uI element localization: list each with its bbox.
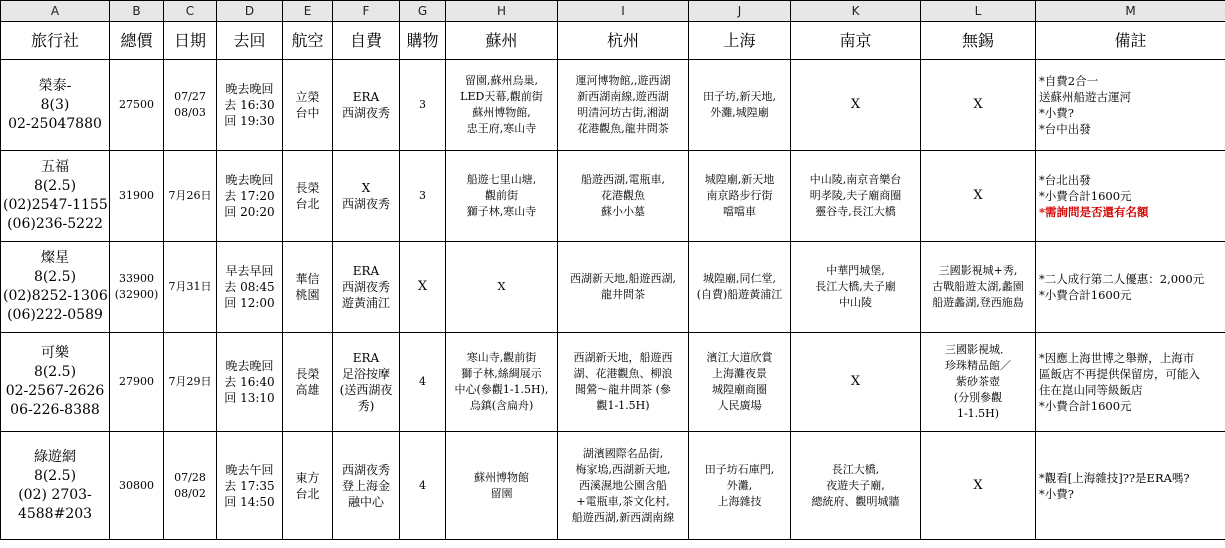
- table-row: [1, 242, 1225, 333]
- wuxi-line: 古戰船遊太湖,蠡園: [932, 280, 1024, 293]
- optional-cell[interactable]: [333, 242, 400, 333]
- header-cell[interactable]: 日期: [164, 22, 217, 60]
- hangzhou-line: 西湖新天地,船遊西湖,: [570, 272, 676, 285]
- agency-line: (02) 2703-: [18, 486, 92, 503]
- shanghai-line: 城隍廟商圈: [712, 383, 767, 396]
- agency-line: 8(3): [40, 96, 70, 113]
- airline-line: 立榮: [295, 90, 320, 104]
- shanghai-cell[interactable]: [689, 333, 791, 432]
- suzhou-cell[interactable]: [446, 333, 558, 432]
- price-line: (32900): [114, 288, 159, 301]
- nanjing-cell[interactable]: [791, 333, 921, 432]
- flight-line: 去 17:20: [224, 189, 275, 203]
- hangzhou-line: +電瓶車,茶文化村,: [576, 494, 670, 508]
- notes-line: *小費合計1600元: [1039, 189, 1132, 203]
- shanghai-line: 城隍廟,同仁堂,: [703, 272, 776, 285]
- notes-cell[interactable]: [1036, 60, 1225, 151]
- shanghai-line: 上海灘夜景: [712, 367, 767, 380]
- hangzhou-line: 梅家塢,西湖新天地,: [575, 462, 671, 476]
- flight-line: 晚去晚回: [225, 173, 274, 187]
- notes-line: 住在崑山同等級飯店: [1039, 383, 1143, 397]
- hangzhou-line: 西溪濕地公園含船: [579, 478, 667, 492]
- suzhou-cell[interactable]: [446, 432, 558, 540]
- flight-line: 回 20:20: [224, 205, 275, 219]
- price-line: 33900: [119, 272, 154, 285]
- airline-cell[interactable]: [283, 151, 333, 242]
- header-cell[interactable]: 總價: [110, 22, 164, 60]
- shopping-cell[interactable]: 3: [400, 60, 446, 151]
- flight-line: 晚去午回: [225, 462, 274, 477]
- notes-cell[interactable]: [1036, 333, 1225, 432]
- flight-line: 晚去晚回: [225, 359, 274, 373]
- suzhou-line: 觀前街: [485, 189, 518, 202]
- column-letter-j[interactable]: J: [689, 1, 791, 22]
- nanjing-line: 夜遊夫子廟,: [826, 478, 885, 492]
- header-cell[interactable]: 蘇州: [446, 22, 558, 60]
- notes-line: 送蘇州船遊古運河: [1039, 90, 1131, 104]
- hangzhou-line: 船遊西湖,新西湖南線: [571, 510, 675, 524]
- column-header-row: [1, 1, 1225, 22]
- shanghai-cell[interactable]: [689, 60, 791, 151]
- date-line: 7月31日: [168, 280, 212, 293]
- wuxi-line: 三國影視城+秀,: [938, 264, 1018, 277]
- price-line: 27900: [119, 375, 154, 388]
- notes-line: 區飯店不再提供保留房，可能入: [1039, 367, 1200, 381]
- agency-line: 綠遊網: [34, 448, 76, 465]
- notes-line: *小費合計1600元: [1039, 288, 1132, 302]
- nanjing-line: 長江大橋,: [831, 462, 880, 476]
- optional-line: 遊黃浦江: [341, 296, 390, 310]
- wuxi-line: (分別參觀: [953, 391, 1003, 404]
- hangzhou-cell[interactable]: [558, 242, 689, 333]
- agency-line: (02)8252-1306: [3, 288, 108, 304]
- suzhou-line: LED天幕,觀前街: [460, 90, 543, 103]
- hangzhou-cell[interactable]: [558, 60, 689, 151]
- notes-line: *台北出發: [1039, 173, 1091, 187]
- nanjing-line: 中山陵: [839, 296, 872, 309]
- agency-cell[interactable]: [1, 60, 110, 151]
- agency-line: 8(2.5): [33, 269, 77, 285]
- hangzhou-line: 新西湖南線,遊西湖: [577, 90, 669, 103]
- nanjing-cell[interactable]: [791, 60, 921, 151]
- agency-line: 4588#203: [17, 505, 93, 522]
- agency-line: (06)236-5222: [7, 216, 103, 232]
- column-letter-g[interactable]: G: [400, 1, 446, 22]
- agency-cell[interactable]: [1, 151, 110, 242]
- flight-line: 回 19:30: [224, 114, 275, 128]
- flight-cell[interactable]: [217, 333, 283, 432]
- agency-line: 五福: [41, 159, 69, 175]
- optional-cell[interactable]: [333, 60, 400, 151]
- date-line: 08/02: [174, 486, 206, 500]
- column-letter-f[interactable]: F: [333, 1, 400, 22]
- flight-line: 早去早回: [225, 264, 274, 278]
- date-line: 08/03: [174, 106, 206, 119]
- hangzhou-line: 聞鶯～龍井問茶 (參: [575, 383, 671, 396]
- notes-line: *自費2合一: [1039, 74, 1099, 88]
- header-cell[interactable]: 杭州: [558, 22, 689, 60]
- shanghai-line: (自費)船遊黃浦江: [696, 288, 783, 301]
- date-line: 07/28: [174, 470, 206, 484]
- agency-cell[interactable]: [1, 432, 110, 540]
- shanghai-line: 城隍廟,新天地: [704, 173, 775, 186]
- header-cell[interactable]: 去回: [217, 22, 283, 60]
- column-letter-h[interactable]: H: [446, 1, 558, 22]
- optional-line: 足浴按摩: [341, 367, 390, 381]
- wuxi-line: 1-1.5H): [956, 407, 1000, 420]
- column-letter-l[interactable]: L: [921, 1, 1036, 22]
- notes-cell[interactable]: [1036, 151, 1225, 242]
- hangzhou-line: 西湖新天地，船遊西: [573, 351, 673, 364]
- hangzhou-cell[interactable]: [558, 151, 689, 242]
- notes-line: *因應上海世博之舉辦，上海市: [1039, 351, 1195, 365]
- nanjing-line: 中山陵,南京音樂台: [809, 173, 902, 186]
- table-row: [1, 151, 1225, 242]
- optional-line: 登上海金: [341, 478, 390, 493]
- airline-line: 華信: [295, 272, 320, 286]
- agency-line: 燦星: [41, 250, 69, 266]
- shopping-cell[interactable]: 4: [400, 333, 446, 432]
- flight-line: 去 17:35: [224, 478, 275, 493]
- suzhou-line: 獅子林,寒山寺: [466, 205, 537, 218]
- nanjing-line: 長江大橋,夫子廟: [815, 280, 896, 293]
- suzhou-line: X: [497, 280, 506, 293]
- nanjing-line: X: [850, 97, 861, 112]
- price-line: 31900: [119, 189, 154, 202]
- optional-line: ERA: [352, 351, 380, 365]
- airline-line: 長榮: [295, 367, 320, 381]
- wuxi-line: X: [973, 188, 983, 203]
- header-cell[interactable]: 無錫: [921, 22, 1036, 60]
- header-row: [1, 22, 1225, 60]
- nanjing-cell[interactable]: [791, 151, 921, 242]
- optional-cell[interactable]: [333, 432, 400, 540]
- flight-cell[interactable]: [217, 60, 283, 151]
- airline-line: 台北: [295, 486, 320, 501]
- hangzhou-line: 觀1-1.5H): [596, 399, 650, 412]
- suzhou-cell[interactable]: [446, 151, 558, 242]
- optional-cell[interactable]: [333, 333, 400, 432]
- suzhou-line: 中心(參觀1-1.5H),: [454, 383, 549, 396]
- flight-line: 回 14:50: [224, 494, 275, 509]
- hangzhou-line: 龍井問茶: [601, 288, 645, 301]
- shanghai-line: 田子坊,新天地,: [703, 90, 776, 103]
- suzhou-line: 獅子林,絲綢展示: [461, 367, 542, 380]
- column-letter-c[interactable]: C: [164, 1, 217, 22]
- notes-line: *觀看[上海雜技]??是ERA嗎?: [1039, 470, 1190, 485]
- suzhou-line: 烏鎮(含扁舟): [469, 399, 534, 412]
- notes-warning: *需詢問是否還有名額: [1039, 205, 1149, 219]
- optional-line: ERA: [352, 264, 380, 278]
- wuxi-cell[interactable]: [921, 242, 1036, 333]
- flight-line: 晚去晚回: [225, 82, 274, 96]
- shanghai-line: 田子坊石庫門,: [704, 462, 775, 476]
- date-line: 7月29日: [168, 375, 212, 388]
- suzhou-line: 蘇州博物館: [474, 470, 529, 484]
- price-cell[interactable]: [110, 242, 164, 333]
- price-line: 30800: [119, 478, 154, 492]
- hangzhou-cell[interactable]: [558, 333, 689, 432]
- header-cell[interactable]: 旅行社: [1, 22, 110, 60]
- agency-cell[interactable]: [1, 242, 110, 333]
- price-cell[interactable]: [110, 60, 164, 151]
- airline-cell[interactable]: [283, 242, 333, 333]
- wuxi-line: 三國影視城．: [945, 343, 1011, 356]
- hangzhou-line: 運河博物館,,遊西湖: [575, 74, 671, 87]
- suzhou-line: 船遊七里山塘,: [466, 173, 537, 186]
- airline-cell[interactable]: [283, 333, 333, 432]
- optional-line: (送西湖夜: [339, 383, 393, 397]
- optional-cell[interactable]: [333, 151, 400, 242]
- nanjing-line: X: [850, 374, 861, 389]
- agency-cell[interactable]: [1, 333, 110, 432]
- suzhou-line: 留園: [490, 486, 513, 500]
- hangzhou-line: 湖、花港觀魚、柳浪: [573, 367, 673, 380]
- wuxi-cell[interactable]: [921, 60, 1036, 151]
- shanghai-cell[interactable]: [689, 432, 791, 540]
- wuxi-line: X: [973, 477, 983, 493]
- nanjing-line: 中華門城堡,: [826, 264, 885, 277]
- nanjing-line: 靈谷寺,長江大橋: [815, 205, 896, 218]
- nanjing-cell[interactable]: [791, 242, 921, 333]
- hangzhou-line: 船遊西湖,電瓶車,: [581, 173, 665, 186]
- price-cell[interactable]: [110, 151, 164, 242]
- date-line: 07/27: [174, 90, 206, 103]
- agency-line: 可樂: [41, 345, 69, 361]
- suzhou-line: 寒山寺,觀前街: [466, 351, 537, 364]
- airline-cell[interactable]: [283, 432, 333, 540]
- column-letter-m[interactable]: M: [1036, 1, 1225, 22]
- nanjing-line: 總統府、觀明城牆: [811, 494, 900, 508]
- flight-line: 去 16:40: [224, 375, 275, 389]
- shanghai-cell[interactable]: [689, 151, 791, 242]
- flight-line: 回 13:10: [224, 391, 275, 405]
- wuxi-cell[interactable]: [921, 333, 1036, 432]
- flight-line: 回 12:00: [224, 296, 275, 310]
- column-letter-d[interactable]: D: [217, 1, 283, 22]
- airline-line: 東方: [295, 470, 320, 485]
- hangzhou-line: 蘇小小墓: [601, 205, 645, 218]
- hangzhou-line: 湖濱國際名品街,: [582, 446, 664, 460]
- wuxi-cell[interactable]: [921, 151, 1036, 242]
- suzhou-line: 忠王府,寒山寺: [466, 122, 537, 135]
- agency-line: 8(2.5): [33, 364, 77, 380]
- suzhou-cell[interactable]: [446, 242, 558, 333]
- optional-line: 西湖夜秀: [341, 106, 390, 120]
- airline-line: 台北: [295, 197, 320, 211]
- date-cell[interactable]: [164, 242, 217, 333]
- shanghai-line: 濱江大道欣賞: [706, 351, 773, 364]
- date-cell[interactable]: [164, 333, 217, 432]
- shanghai-line: 外灘,: [726, 478, 753, 492]
- notes-line: *小費合計1600元: [1039, 399, 1132, 413]
- shopping-cell[interactable]: X: [400, 242, 446, 333]
- optional-line: ERA: [352, 90, 380, 104]
- header-cell[interactable]: 自費: [333, 22, 400, 60]
- optional-line: 西湖夜秀: [341, 280, 390, 294]
- nanjing-line: 明孝陵,夫子廟商圈: [809, 189, 902, 202]
- optional-line: 西湖夜秀: [341, 197, 390, 211]
- price-cell[interactable]: [110, 333, 164, 432]
- shanghai-cell[interactable]: [689, 242, 791, 333]
- price-line: 27500: [119, 98, 154, 111]
- airline-line: 長榮: [295, 181, 320, 195]
- header-cell[interactable]: 備註: [1036, 22, 1225, 60]
- date-line: 7月26日: [168, 189, 212, 202]
- agency-line: 02-25047880: [8, 115, 102, 132]
- wuxi-line: 船遊蠡湖,登西施島: [932, 296, 1024, 309]
- header-cell[interactable]: 南京: [791, 22, 921, 60]
- notes-line: *二人成行第二人優惠：2,000元: [1039, 272, 1205, 286]
- agency-line: 06-226-8388: [10, 402, 100, 418]
- airline-line: 高雄: [295, 383, 320, 397]
- shanghai-line: 上海雜技: [717, 494, 762, 508]
- agency-line: 榮泰-: [38, 77, 72, 94]
- shopping-cell[interactable]: 3: [400, 151, 446, 242]
- suzhou-cell[interactable]: [446, 60, 558, 151]
- hangzhou-line: 花港觀魚: [601, 189, 645, 202]
- optional-line: 西湖夜秀: [341, 462, 390, 477]
- optional-line: 秀): [357, 399, 375, 413]
- agency-line: (02)2547-1155: [3, 197, 108, 213]
- wuxi-line: 珍珠精品館／: [945, 359, 1011, 372]
- notes-cell[interactable]: [1036, 242, 1225, 333]
- flight-cell[interactable]: [217, 242, 283, 333]
- hangzhou-line: 花港觀魚,龍井問茶: [577, 122, 669, 135]
- hangzhou-cell[interactable]: [558, 432, 689, 540]
- agency-line: 02-2567-2626: [5, 383, 105, 399]
- notes-line: *台中出發: [1039, 122, 1091, 136]
- table-row: [1, 60, 1225, 151]
- optional-line: 融中心: [347, 494, 384, 509]
- wuxi-line: X: [973, 97, 983, 112]
- notes-cell[interactable]: [1036, 432, 1225, 540]
- header-cell[interactable]: 航空: [283, 22, 333, 60]
- date-cell[interactable]: [164, 60, 217, 151]
- airline-cell[interactable]: [283, 60, 333, 151]
- price-cell[interactable]: [110, 432, 164, 540]
- table-row: [1, 432, 1225, 540]
- date-cell[interactable]: [164, 151, 217, 242]
- agency-line: 8(2.5): [33, 178, 77, 194]
- agency-line: (06)222-0589: [7, 307, 103, 323]
- column-letter-i[interactable]: I: [558, 1, 689, 22]
- table-row: [1, 333, 1225, 432]
- flight-line: 去 08:45: [224, 280, 275, 294]
- suzhou-line: 留園,蘇州烏巢,: [465, 74, 538, 87]
- notes-line: *小費?: [1039, 106, 1074, 120]
- flight-cell[interactable]: [217, 432, 283, 540]
- date-cell[interactable]: [164, 432, 217, 540]
- flight-cell[interactable]: [217, 151, 283, 242]
- shopping-cell[interactable]: 4: [400, 432, 446, 540]
- wuxi-cell[interactable]: [921, 432, 1036, 540]
- shanghai-line: 噹噹車: [723, 205, 756, 218]
- wuxi-line: 紫砂茶壺: [956, 375, 1000, 388]
- notes-line: *小費?: [1039, 486, 1074, 501]
- shanghai-line: 人民廣場: [717, 399, 762, 412]
- agency-line: 8(2.5): [33, 467, 77, 484]
- airline-line: 台中: [295, 106, 320, 120]
- column-letter-a[interactable]: A: [1, 1, 110, 22]
- nanjing-cell[interactable]: [791, 432, 921, 540]
- column-letter-b[interactable]: B: [110, 1, 164, 22]
- flight-line: 去 16:30: [224, 98, 275, 112]
- suzhou-line: 蘇州博物館,: [472, 106, 531, 119]
- header-cell[interactable]: 購物: [400, 22, 446, 60]
- shanghai-line: 外灘,城隍廟: [710, 106, 769, 119]
- hangzhou-line: 明清河坊古街,湘湖: [577, 106, 669, 119]
- column-letter-e[interactable]: E: [283, 1, 333, 22]
- header-cell[interactable]: 上海: [689, 22, 791, 60]
- column-letter-k[interactable]: K: [791, 1, 921, 22]
- shanghai-line: 南京路步行街: [706, 189, 773, 202]
- airline-line: 桃園: [295, 288, 320, 302]
- optional-line: X: [361, 181, 371, 195]
